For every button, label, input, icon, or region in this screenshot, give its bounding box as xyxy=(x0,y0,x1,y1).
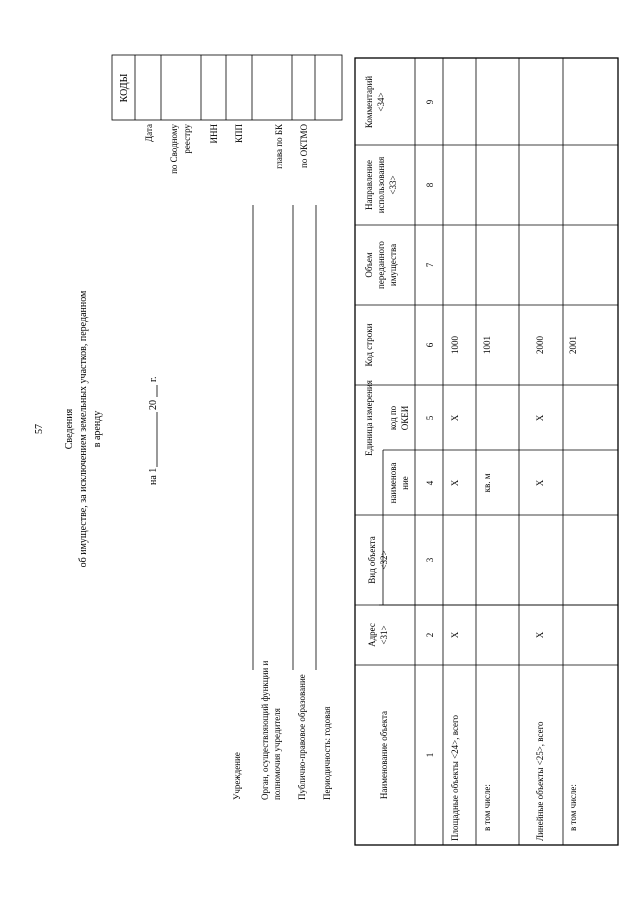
date-year-suffix: г. xyxy=(148,376,159,382)
field-institution-label: Учреждение xyxy=(232,752,242,800)
col-header-comment-2: <34> xyxy=(376,92,386,112)
code-label-bk: глава по БК xyxy=(274,124,284,169)
col-header-unit-name-2: ние xyxy=(400,476,410,490)
code-label-date: Дата xyxy=(144,124,154,142)
column-number: 9 xyxy=(425,99,435,105)
title-line-3: в аренду xyxy=(92,410,103,448)
page-number: 57 xyxy=(34,424,45,434)
title-line-1: Сведения xyxy=(64,408,75,450)
field-public-entity-label: Публично-правовое образование xyxy=(297,674,307,800)
column-number: 7 xyxy=(425,262,435,268)
row-name: в том числе: xyxy=(482,784,492,831)
col-header-unit-code-2: ОКЕИ xyxy=(400,405,410,431)
row-name: Площадные объекты <24>, всего xyxy=(450,714,460,841)
row-unit-code: X xyxy=(450,414,460,422)
row-code: 2001 xyxy=(568,336,578,354)
column-number: 8 xyxy=(425,182,435,188)
col-header-name: Наименование объекта xyxy=(379,710,389,800)
col-header-direction-3: <33> xyxy=(388,175,398,195)
row-unit-name: X xyxy=(450,479,460,487)
col-header-unit-code-1: код по xyxy=(388,405,398,431)
col-header-comment-1: Комментарий xyxy=(364,75,374,129)
row-unit-name: X xyxy=(535,479,545,487)
column-number: 4 xyxy=(425,480,435,486)
col-header-address-1: Адрес xyxy=(367,623,377,647)
codes-header: КОДЫ xyxy=(119,73,130,103)
col-header-unit-group: Единица измерения xyxy=(364,380,374,456)
field-authority-label-1: Орган, осуществляющий функции и xyxy=(260,660,270,800)
col-header-direction-1: Направление xyxy=(364,160,374,210)
row-name: в том числе: xyxy=(568,784,578,831)
code-label-inn: ИНН xyxy=(209,124,219,144)
col-header-volume-2: переданного xyxy=(376,241,386,289)
column-number: 6 xyxy=(425,342,435,348)
col-header-volume-3: имущества xyxy=(388,243,398,287)
field-authority-label-2: полномочия учредителя xyxy=(272,708,282,800)
row-code: 2000 xyxy=(535,336,545,354)
col-header-direction-2: использования xyxy=(376,156,386,214)
column-number: 3 xyxy=(425,557,435,563)
row-address: X xyxy=(450,631,460,639)
col-header-object-type-1: Вид объекта xyxy=(367,536,377,584)
column-number: 5 xyxy=(425,415,435,421)
row-code: 1001 xyxy=(482,336,492,354)
date-year-prefix: 20 xyxy=(148,400,159,410)
date-prefix: на 1 xyxy=(148,467,159,485)
column-number: 2 xyxy=(425,632,435,638)
code-label-oktmo: по ОКТМО xyxy=(299,124,309,168)
code-label-kpp: КПП xyxy=(234,124,244,144)
col-header-unit-name-1: наименова xyxy=(388,462,398,504)
title-line-2: об имуществе, за исключением земельных участков, переданном xyxy=(78,290,89,568)
col-header-volume-1: Объем xyxy=(364,252,374,278)
col-header-row-code: Код строки xyxy=(364,323,374,367)
row-name: Линейные объекты <25>, всего xyxy=(535,721,545,841)
col-header-object-type-2: <32> xyxy=(379,550,389,570)
row-unit-code: X xyxy=(535,414,545,422)
row-code: 1000 xyxy=(450,336,460,354)
row-address: X xyxy=(535,631,545,639)
col-header-address-2: <31> xyxy=(379,625,389,645)
code-label-registry-2: реестру xyxy=(182,124,192,154)
column-number: 1 xyxy=(425,752,435,758)
row-unit-name: кв. м xyxy=(482,473,492,493)
code-label-registry-1: по Сводному xyxy=(169,124,179,174)
field-periodicity: Периодичность: годовая xyxy=(322,706,332,800)
